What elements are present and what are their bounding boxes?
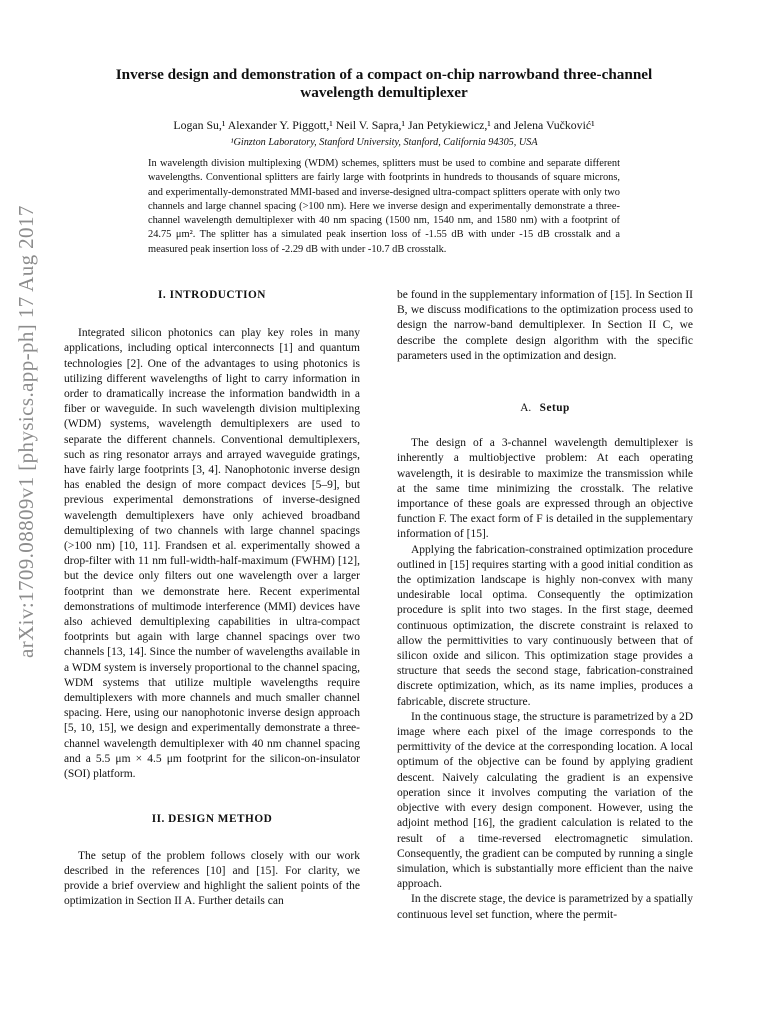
author-list: Logan Su,¹ Alexander Y. Piggott,¹ Neil V. Sapra,¹ Jan Petykiewicz,¹ and Jelena Vučković¹ (173, 118, 595, 132)
subsection-heading-setup (397, 401, 693, 416)
abstract: In wavelength division multiplexing (WDM) schemes, splitters must be used to combine and separate different wavelengths. Conventional splitters are fairly large with footprints in hundreds to thousands of square microns, and experimentally-demonstrated MMI-based and inverse-designed ultra-compact splitters operate with only two channels and large channel spacing (>100 nm). Here we inverse design and experimentally demonstrate a three-channel wavelength demultiplexer with 40 nm spacing (1500 nm, 1540 nm, and 1580 nm) with a footprint of 24.75 μm². The splitter has a simulated peak insertion loss of -1.55 dB with under -15 dB crosstalk and a measured peak insertion loss of -2.29 dB with under -10.7 dB crosstalk. (148, 158, 620, 255)
subsection-letter: A. (520, 402, 532, 415)
left-column (64, 288, 360, 909)
setup-paragraph-2: Applying the fabrication-constrained optimization procedure outlined in [15] requires starting with a good initial condition as the optimization landscape is highly non-convex with many undesirable local optima. Consequently the optimization procedure is split into two stages. In the first stage, deemed continuous optimization, the discrete constraint is relaxed to allow the permittivities to vary continuously between that of silicon oxide and silicon. This optimization stage provides a structure that seeds the second stage, fabrication-constrained discrete optimization, which, as its name implies, produces a fabricable, discrete structure. (397, 543, 693, 708)
introduction-paragraph: Integrated silicon photonics can play key roles in many applications, including optical interconnects [1] and quantum technologies [2]. One of the advantages to using photonics is utilizing different wavelengths of light to carry information in order to dramatically increase the information bandwidth in a fiber or waveguide. In such wavelength division multiplexing (WDM) systems, wavelength demultiplexers are used to separate the different channels. Conventional demultiplexers, such as ring resonator arrays and arrayed waveguide gratings, have fairly large footprints [3, 4]. Nanophotonic inverse design has enabled the design of more compact devices [5–9], but previous experimental demonstrations of inverse-designed wavelength demultiplexers have only achieved broadband demultiplexing of two channels with large channel spacings (>100 nm) [10, 11]. Frandsen et al. experimentally showed a drop-filter with 11 nm full-width-half-maximum (FWHM) [12], but the device only filters out one wavelength over a larger footprint than we demonstrate here. Recent experimental demonstrations of multimode interference (MMI) devices have also achieved demultiplexing capabilities in ultra-compact footprints but again with large channel spacings over two channels [13, 14]. Since the number of wavelengths available in a WDM system is inversely proportional to the channel spacing, WDM systems that utilize multiple wavelengths require demultiplexers with more channels and much smaller channel spacing. Here, using our nanophotonic inverse design approach [5, 10, 15], we design and experimentally demonstrate a three-channel wavelength demultiplexer with 40 nm channel spacing and a 5.5 μm × 4.5 μm footprint for the silicon-on-insulator (SOI) platform. (64, 327, 360, 781)
arxiv-identifier: arXiv:1709.08809v1 [physics.app-ph] 17 Aug 2017 (14, 205, 38, 658)
setup-paragraph-1: The design of a 3-channel wavelength demultiplexer is inherently a multiobjective problem: At each operating wavelength, it is desirable to maximize the transmission while at the same time minimizing the crosstalk. The relative importance of these goals are expressed through an objective function F. The exact form of F is detailed in the supplementary information of [15]. (397, 437, 693, 541)
design-method-paragraph: The setup of the problem follows closely with our work described in the references [10] and [15]. For clarity, we provide a brief overview and highlight the salient points of the optimization in Section II A. Further details can (64, 849, 360, 908)
title-line-2: wavelength demultiplexer (300, 84, 468, 101)
paper-title (70, 66, 698, 102)
title-line-1: Inverse design and demonstration of a compact on-chip narrowband three-channel (115, 66, 653, 83)
section-heading-design-method: II. DESIGN METHOD (151, 813, 273, 826)
right-column (397, 288, 693, 923)
setup-paragraph-3: In the continuous stage, the structure is parametrized by a 2D image where each pixel of the image corresponds to the permittivity of the device at the corresponding location. A local optimum of the objective can be found by applying gradient descent. Naively calculating the gradient is an expensive operation since it involves computing the variation of the objective with every design component. However, using the adjoint method [16], the gradient calculation is related to the result of a time-reversed electromagnetic simulation. Consequently, the gradient can be computed by running a single simulation, which is substantially more efficient than the naive approach. (397, 710, 693, 891)
section-heading-introduction: I. INTRODUCTION (158, 289, 266, 301)
setup-paragraph-4: In the discrete stage, the device is parametrized by a spatially continuous level set function, where the permit- (397, 893, 693, 921)
continued-paragraph: be found in the supplementary information of [15]. In Section II B, we discuss modifications to the optimization process used to design the narrow-band demultiplexer. In Section II C, we describe the complete design algorithm with the specific parameters used in the optimization and design. (397, 289, 693, 362)
subsection-title: Setup (539, 402, 570, 415)
affiliation: ¹Ginzton Laboratory, Stanford University, Stanford, California 94305, USA (230, 137, 538, 148)
